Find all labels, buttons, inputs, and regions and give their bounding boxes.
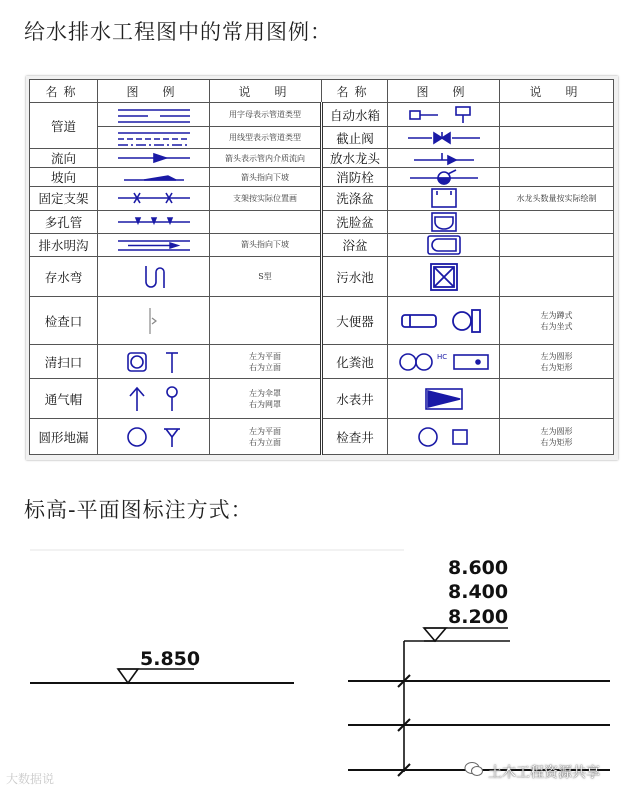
stop-valve-icon: [388, 127, 500, 149]
table-row: [30, 419, 614, 455]
inspection-port-icon: [98, 297, 210, 345]
header-note-right: 说 明: [500, 80, 614, 103]
table-row: [30, 379, 614, 419]
section-title-legend: 给水排水工程图中的常用图例：: [24, 20, 332, 44]
table-row: [30, 168, 614, 187]
row-note-right: [500, 233, 614, 256]
slope-direction-icon: [98, 168, 210, 187]
septic-tank-label: HC: [436, 352, 447, 361]
row-name-right: 水表井: [322, 379, 388, 419]
elevation-value-single: 5.850: [140, 648, 201, 670]
water-meter-well-icon: [388, 379, 500, 419]
row-name-left: 管道: [30, 103, 98, 149]
row-note-right: [500, 379, 614, 419]
header-name-right: 名称: [322, 80, 388, 103]
row-name-left: 圆形地漏: [30, 419, 98, 455]
septic-tank-icon: [388, 345, 500, 379]
row-name-right: 浴盆: [322, 233, 388, 256]
table-row: [30, 210, 614, 233]
row-note-right: [500, 127, 614, 149]
vent-cap-icon: [98, 379, 210, 419]
water-faucet-icon: [388, 149, 500, 168]
row-name-left: 坡向: [30, 168, 98, 187]
pipe-line-icon: [98, 103, 210, 127]
elevation-diagram: [0, 540, 640, 790]
table-row: [30, 257, 614, 297]
row-name-right: 检查井: [322, 419, 388, 455]
table-row: [30, 187, 614, 210]
row-note-left: 用字母表示管道类型: [210, 103, 322, 127]
watermark-left: 大数据说: [6, 772, 55, 786]
row-note-left: 左为平面 右为立面: [210, 419, 322, 455]
row-name-right: 污水池: [322, 257, 388, 297]
inspection-well-icon: [388, 419, 500, 455]
table-row: [30, 149, 614, 168]
table-row: [30, 297, 614, 345]
row-note-right: [500, 210, 614, 233]
row-note-left: 箭头指向下坡: [210, 168, 322, 187]
row-note-right: 左为蹲式 右为坐式: [500, 297, 614, 345]
elevation-triangle-icon: [424, 628, 446, 641]
cleanout-icon: [98, 345, 210, 379]
elevation-value-top: 8.600: [448, 557, 509, 579]
row-name-right: 洗脸盆: [322, 210, 388, 233]
row-name-right: 放水龙头: [322, 149, 388, 168]
row-name-right: 化粪池: [322, 345, 388, 379]
row-name-left: 清扫口: [30, 345, 98, 379]
row-name-right: 截止阀: [322, 127, 388, 149]
row-name-right: 消防栓: [322, 168, 388, 187]
row-note-left: 支架按实际位置画: [210, 187, 322, 210]
flow-direction-icon: [98, 149, 210, 168]
header-symbol-right: 图 例: [388, 80, 500, 103]
open-drain-icon: [98, 233, 210, 256]
watermark-right: 土木工程资源共享: [488, 765, 600, 781]
row-name-left: 流向: [30, 149, 98, 168]
row-name-left: 通气帽: [30, 379, 98, 419]
trap-icon: [98, 257, 210, 297]
row-note-left: [210, 210, 322, 233]
header-symbol-left: 图 例: [98, 80, 210, 103]
sewage-pool-icon: [388, 257, 500, 297]
row-name-left: 排水明沟: [30, 233, 98, 256]
legend-table: [29, 79, 614, 455]
toilet-icon: [388, 297, 500, 345]
section-title-elevation: 标高-平面图标注方式：: [24, 498, 253, 522]
row-name-right: 洗涤盆: [322, 187, 388, 210]
row-note-left: 左为伞罩 右为网罩: [210, 379, 322, 419]
row-name-right: 大便器: [322, 297, 388, 345]
row-note-right: [500, 257, 614, 297]
row-note-left: 左为平面 右为立面: [210, 345, 322, 379]
row-note-right: 水龙头数量按实际绘制: [500, 187, 614, 210]
fire-hydrant-icon: [388, 168, 500, 187]
washing-basin-icon: [388, 187, 500, 210]
row-note-right: [500, 168, 614, 187]
row-name-left: 检查口: [30, 297, 98, 345]
elevation-triangle-icon: [118, 669, 138, 683]
row-note-right: [500, 103, 614, 127]
row-note-right: 左为圆形 右为矩形: [500, 345, 614, 379]
legend-table-frame: [26, 76, 618, 460]
table-header-row: [30, 80, 614, 103]
table-row: [30, 127, 614, 149]
row-name-right: 自动水箱: [322, 103, 388, 127]
elevation-value-bottom: 8.200: [448, 606, 509, 628]
fixed-support-icon: [98, 187, 210, 210]
floor-drain-icon: [98, 419, 210, 455]
header-note-left: 说 明: [210, 80, 322, 103]
row-name-left: 多孔管: [30, 210, 98, 233]
row-note-left: 用线型表示管道类型: [210, 127, 322, 149]
row-note-left: S型: [210, 257, 322, 297]
table-row: [30, 103, 614, 127]
table-row: [30, 233, 614, 256]
row-note-right: 左为圆形 右为矩形: [500, 419, 614, 455]
auto-water-tank-icon: [388, 103, 500, 127]
header-name-left: 名称: [30, 80, 98, 103]
table-row: [30, 345, 614, 379]
row-note-left: 箭头指向下坡: [210, 233, 322, 256]
wechat-icon: [464, 761, 484, 777]
row-note-left: 箭头表示管内介质流向: [210, 149, 322, 168]
pipe-dashed-icon: [98, 127, 210, 149]
perforated-pipe-icon: [98, 210, 210, 233]
row-name-left: 固定支架: [30, 187, 98, 210]
row-name-left: 存水弯: [30, 257, 98, 297]
elevation-value-middle: 8.400: [448, 581, 509, 603]
row-note-left: [210, 297, 322, 345]
wash-basin-icon: [388, 210, 500, 233]
row-note-right: [500, 149, 614, 168]
bathtub-icon: [388, 233, 500, 256]
